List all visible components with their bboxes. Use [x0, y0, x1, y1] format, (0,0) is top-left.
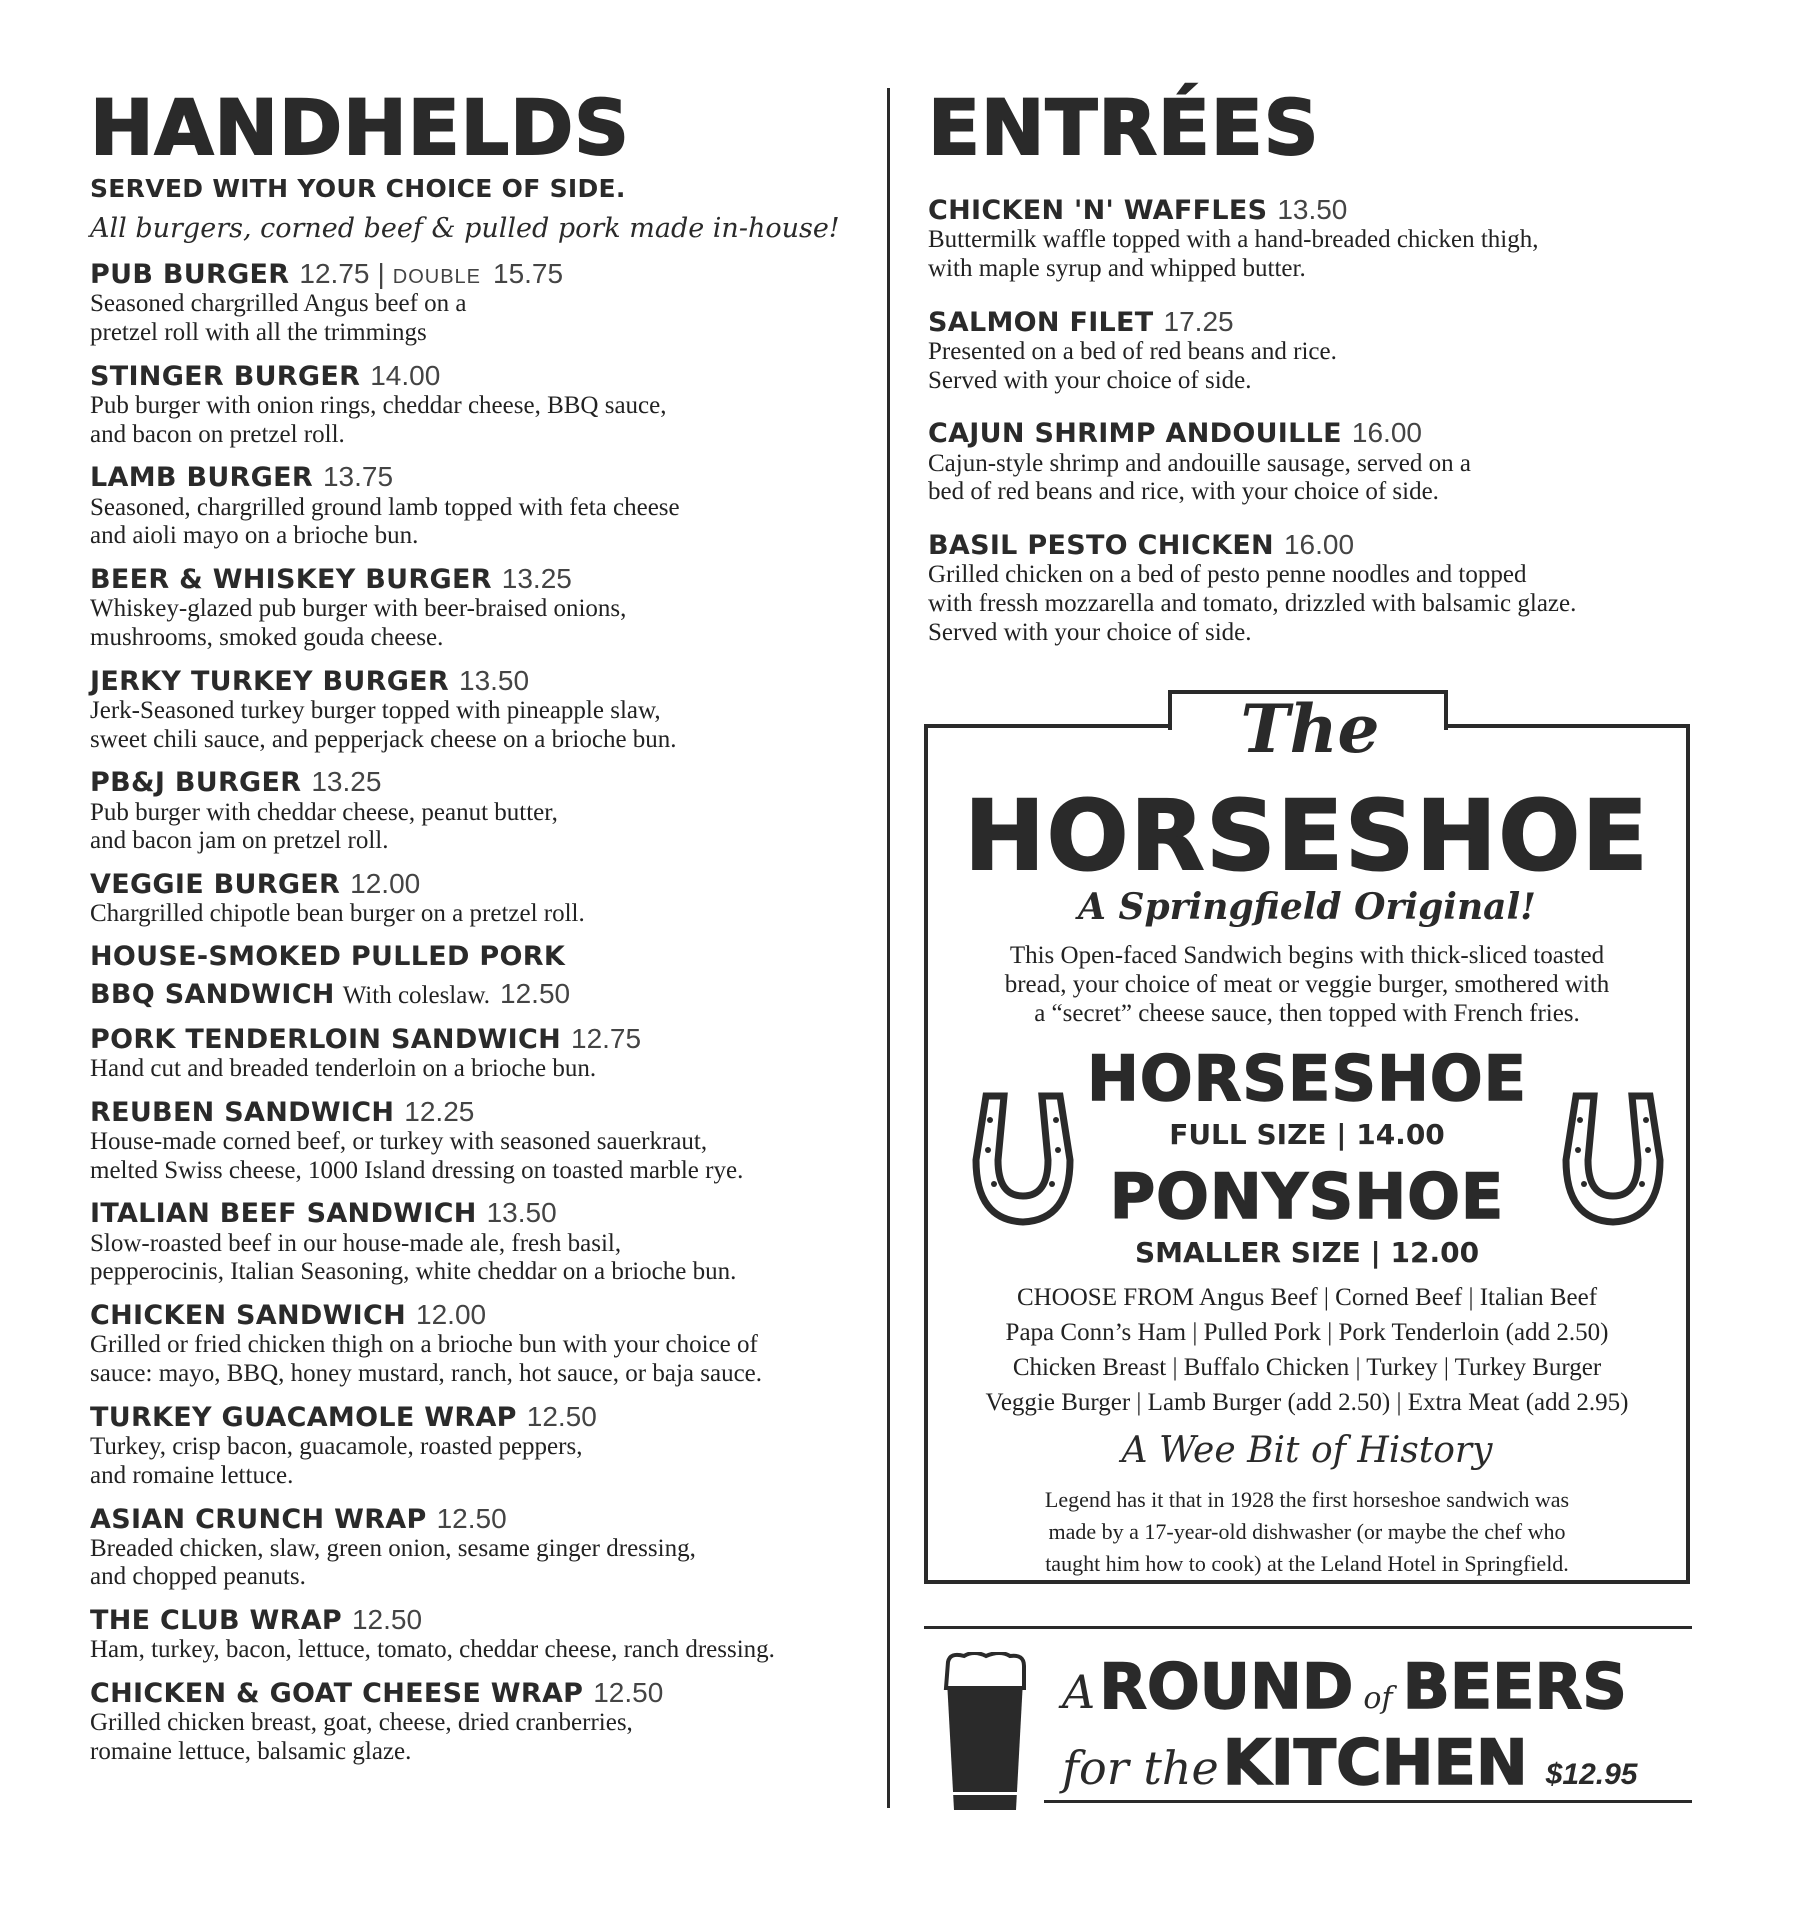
- item-price: 17.25: [1163, 305, 1234, 337]
- menu-item: [90, 1023, 880, 1084]
- item-price: 12.75: [299, 258, 370, 289]
- horseshoe-description: This Open-faced Sandwich begins with thick-sliced toasted bread, your choice of meat or veggie burger, smothered with a “secret” cheese sauce, then topped with French fries.: [1004, 942, 1610, 1027]
- item-name: STINGER BURGER: [90, 360, 361, 392]
- item-name: VEGGIE BURGER: [90, 869, 341, 901]
- item-name: THE CLUB WRAP: [90, 1605, 342, 1637]
- item-price: 12.50: [351, 1604, 423, 1636]
- item-desc: Grilled or fried chicken thigh on a brioche bun with your choice of sauce: mayo, BBQ, honey mustard, ranch, hot sauce, or baja sauce.: [90, 1331, 763, 1388]
- beer-price: $12.95: [1545, 1758, 1638, 1791]
- horseshoe-choices: CHOOSE FROM Angus Beef | Corned Beef | Italian Beef Papa Conn’s Ham | Pulled Pork | Pork Tenderloin (add 2.50) Chicken Breast | Buffalo Chicken | Turkey | Turkey Burger Veggie Burger | Lamb Burger (add 2.50) | Extra Meat (add 2.95): [985, 1284, 1629, 1416]
- item-price: 12.75: [571, 1022, 642, 1054]
- item-desc: Whiskey-glazed pub burger with beer-braised onions, mushrooms, smoked gouda cheese.: [90, 595, 627, 651]
- item-price: 12.50: [593, 1677, 664, 1709]
- item-name: PORK TENDERLOIN SANDWICH: [90, 1023, 561, 1055]
- horseshoe-right-icon: [1558, 1090, 1668, 1230]
- price-separator: |: [377, 258, 385, 289]
- item-name: TURKEY GUACAMOLE WRAP: [90, 1401, 517, 1433]
- item-desc: Seasoned chargrilled Angus beef on a pretzel roll with all the trimmings: [90, 290, 467, 346]
- item-desc: Grilled chicken breast, goat, cheese, dried cranberries, romaine lettuce, balsamic glaze.: [90, 1709, 633, 1766]
- item-desc: Turkey, crisp bacon, guacamole, roasted peppers, and romaine lettuce.: [90, 1433, 583, 1489]
- history-text: Legend has it that in 1928 the first horseshoe sandwich was made by a 17-year-old dishwasher (or maybe the chef who taught him how to cook) at the Leland Hotel in Springfield.: [1044, 1487, 1570, 1576]
- item-price: 12.25: [404, 1095, 475, 1127]
- beer-a: A: [1062, 1665, 1096, 1719]
- item-price: 12.50: [526, 1400, 597, 1432]
- item-price: 13.75: [322, 461, 394, 493]
- item-desc: House-made corned beef, or turkey with seasoned sauerkraut, melted Swiss cheese, 1000 Island dressing on toasted marble rye.: [90, 1127, 744, 1184]
- menu-item: [928, 529, 1728, 647]
- history-title: A Wee Bit of History: [1121, 1430, 1493, 1471]
- menu-item: [928, 194, 1728, 284]
- beer-of: of: [1363, 1681, 1393, 1716]
- item-name: PB&J BURGER: [90, 767, 302, 799]
- item-price: 13.50: [486, 1197, 557, 1229]
- item-name: PUB BURGER: [90, 259, 290, 290]
- entrees-section: [928, 83, 1728, 660]
- column-divider: [887, 88, 890, 1808]
- handhelds-note: All burgers, corned beef & pulled pork made in-house!: [90, 213, 840, 244]
- item-desc: Chargrilled chipotle bean burger on a pretzel roll.: [90, 900, 585, 928]
- item-desc: Slow-roasted beef in our house-made ale, fresh basil, pepperocinis, Italian Seasoning, white cheddar on a brioche bun.: [90, 1229, 737, 1286]
- horseshoe-tagline: A Springfield Original!: [1078, 886, 1536, 928]
- item-desc: Buttermilk waffle topped with a hand-breaded chicken thigh, with maple syrup and whipped butter.: [928, 226, 1539, 282]
- item-desc: Jerk-Seasoned turkey burger topped with pineapple slaw, sweet chili sauce, and pepperjack cheese on a brioche bun.: [90, 696, 677, 753]
- handhelds-title: HANDHELDS: [90, 83, 630, 172]
- item-desc: Cajun-style shrimp and andouille sausage, served on a bed of red beans and rice, with your choice of side.: [928, 449, 1471, 506]
- horseshoe-the-script: The: [1240, 690, 1380, 768]
- beer-kitchen: KITCHEN: [1222, 1726, 1528, 1799]
- handhelds-subhead: SERVED WITH YOUR CHOICE OF SIDE.: [90, 174, 626, 203]
- ponyshoe-price: SMALLER SIZE | 12.00: [1134, 1236, 1480, 1269]
- beer-top-rule: [924, 1626, 1692, 1629]
- menu-item: [90, 563, 880, 653]
- item-name: JERKY TURKEY BURGER: [90, 665, 449, 697]
- item-price: 12.50: [500, 978, 571, 1010]
- menu-item: [90, 1299, 880, 1389]
- item-desc: Grilled chicken on a bed of pesto penne noodles and topped with fressh mozzarella and tomato, drizzled with balsamic glaze. Served with your choice of side.: [928, 561, 1577, 646]
- menu-item: [90, 1604, 880, 1665]
- item-desc: Ham, turkey, bacon, lettuce, tomato, cheddar cheese, ranch dressing.: [90, 1636, 775, 1664]
- item-name: CAJUN SHRIMP ANDOUILLE: [928, 418, 1342, 450]
- item-price: 13.25: [501, 563, 572, 595]
- menu-item: [928, 417, 1728, 507]
- item-name: SALMON FILET: [928, 306, 1154, 338]
- item-name: HOUSE-SMOKED PULLED PORK: [90, 941, 566, 973]
- item-desc: Hand cut and breaded tenderloin on a brioche bun.: [90, 1055, 597, 1083]
- item-name: CHICKEN & GOAT CHEESE WRAP: [90, 1678, 584, 1710]
- menu-item: [90, 1401, 880, 1491]
- item-name: ITALIAN BEEF SANDWICH: [90, 1198, 477, 1230]
- item-price: 12.00: [416, 1299, 487, 1331]
- item-price: 12.00: [350, 868, 421, 900]
- item-name: ASIAN CRUNCH WRAP: [90, 1503, 427, 1535]
- beer-line-1: [1062, 1650, 1627, 1723]
- menu-item: [90, 665, 880, 755]
- item-desc: With coleslaw.: [342, 982, 491, 1010]
- item-desc: Breaded chicken, slaw, green onion, sesame ginger dressing, and chopped peanuts.: [90, 1534, 696, 1591]
- menu-item: [90, 1096, 880, 1186]
- beer-beers: BEERS: [1402, 1650, 1627, 1723]
- item-desc: Seasoned, chargrilled ground lamb topped with feta cheese and aioli mayo on a brioche bun.: [90, 493, 680, 550]
- menu-item: [90, 941, 880, 1011]
- menu-item: [90, 461, 880, 551]
- handhelds-section: [90, 83, 880, 1779]
- menu-item: [90, 360, 880, 450]
- beer-round: ROUND: [1099, 1650, 1354, 1723]
- item-price: 13.25: [311, 766, 382, 798]
- ponyshoe-name: PONYSHOE: [1109, 1160, 1505, 1233]
- item-price: 16.00: [1283, 529, 1355, 561]
- beer-for-the: for the: [1062, 1741, 1219, 1795]
- item-name: CHICKEN 'N' WAFFLES: [928, 195, 1268, 226]
- beer-glass-icon: [940, 1652, 1030, 1817]
- menu-item: [928, 306, 1728, 396]
- double-label: DOUBLE: [392, 266, 481, 288]
- menu-item: [90, 258, 880, 348]
- item-price: 16.00: [1351, 417, 1422, 449]
- horseshoe-full-name: HORSESHOE: [1087, 1042, 1527, 1115]
- item-name: BBQ SANDWICH: [90, 979, 335, 1011]
- beer-line-2: [1062, 1726, 1637, 1799]
- item-price: 13.50: [459, 664, 530, 696]
- item-name: CHICKEN SANDWICH: [90, 1300, 407, 1332]
- item-price: 13.50: [1277, 194, 1348, 225]
- item-desc: Presented on a bed of red beans and rice. Served with your choice of side.: [928, 337, 1337, 394]
- menu-item: [90, 1677, 880, 1767]
- horseshoe-title: HORSESHOE: [964, 780, 1650, 892]
- beer-bottom-rule: [1044, 1800, 1692, 1803]
- double-price: 15.75: [493, 258, 564, 289]
- item-desc: Pub burger with cheddar cheese, peanut butter, and bacon jam on pretzel roll.: [90, 798, 558, 855]
- item-name: LAMB BURGER: [90, 462, 313, 494]
- horseshoe-full-price: FULL SIZE | 14.00: [1169, 1118, 1445, 1151]
- item-price: 14.00: [370, 359, 441, 391]
- entrees-title: ENTRÉES: [928, 83, 1320, 172]
- item-desc: Pub burger with onion rings, cheddar cheese, BBQ sauce, and bacon on pretzel roll.: [90, 391, 667, 448]
- item-name: BEER & WHISKEY BURGER: [90, 564, 492, 596]
- menu-item: [90, 1197, 880, 1287]
- menu-item: [90, 868, 880, 929]
- item-name: BASIL PESTO CHICKEN: [928, 530, 1274, 562]
- menu-item: [90, 766, 880, 856]
- menu-item: [90, 1503, 880, 1593]
- item-name: REUBEN SANDWICH: [90, 1096, 395, 1128]
- item-price: 12.50: [436, 1502, 507, 1534]
